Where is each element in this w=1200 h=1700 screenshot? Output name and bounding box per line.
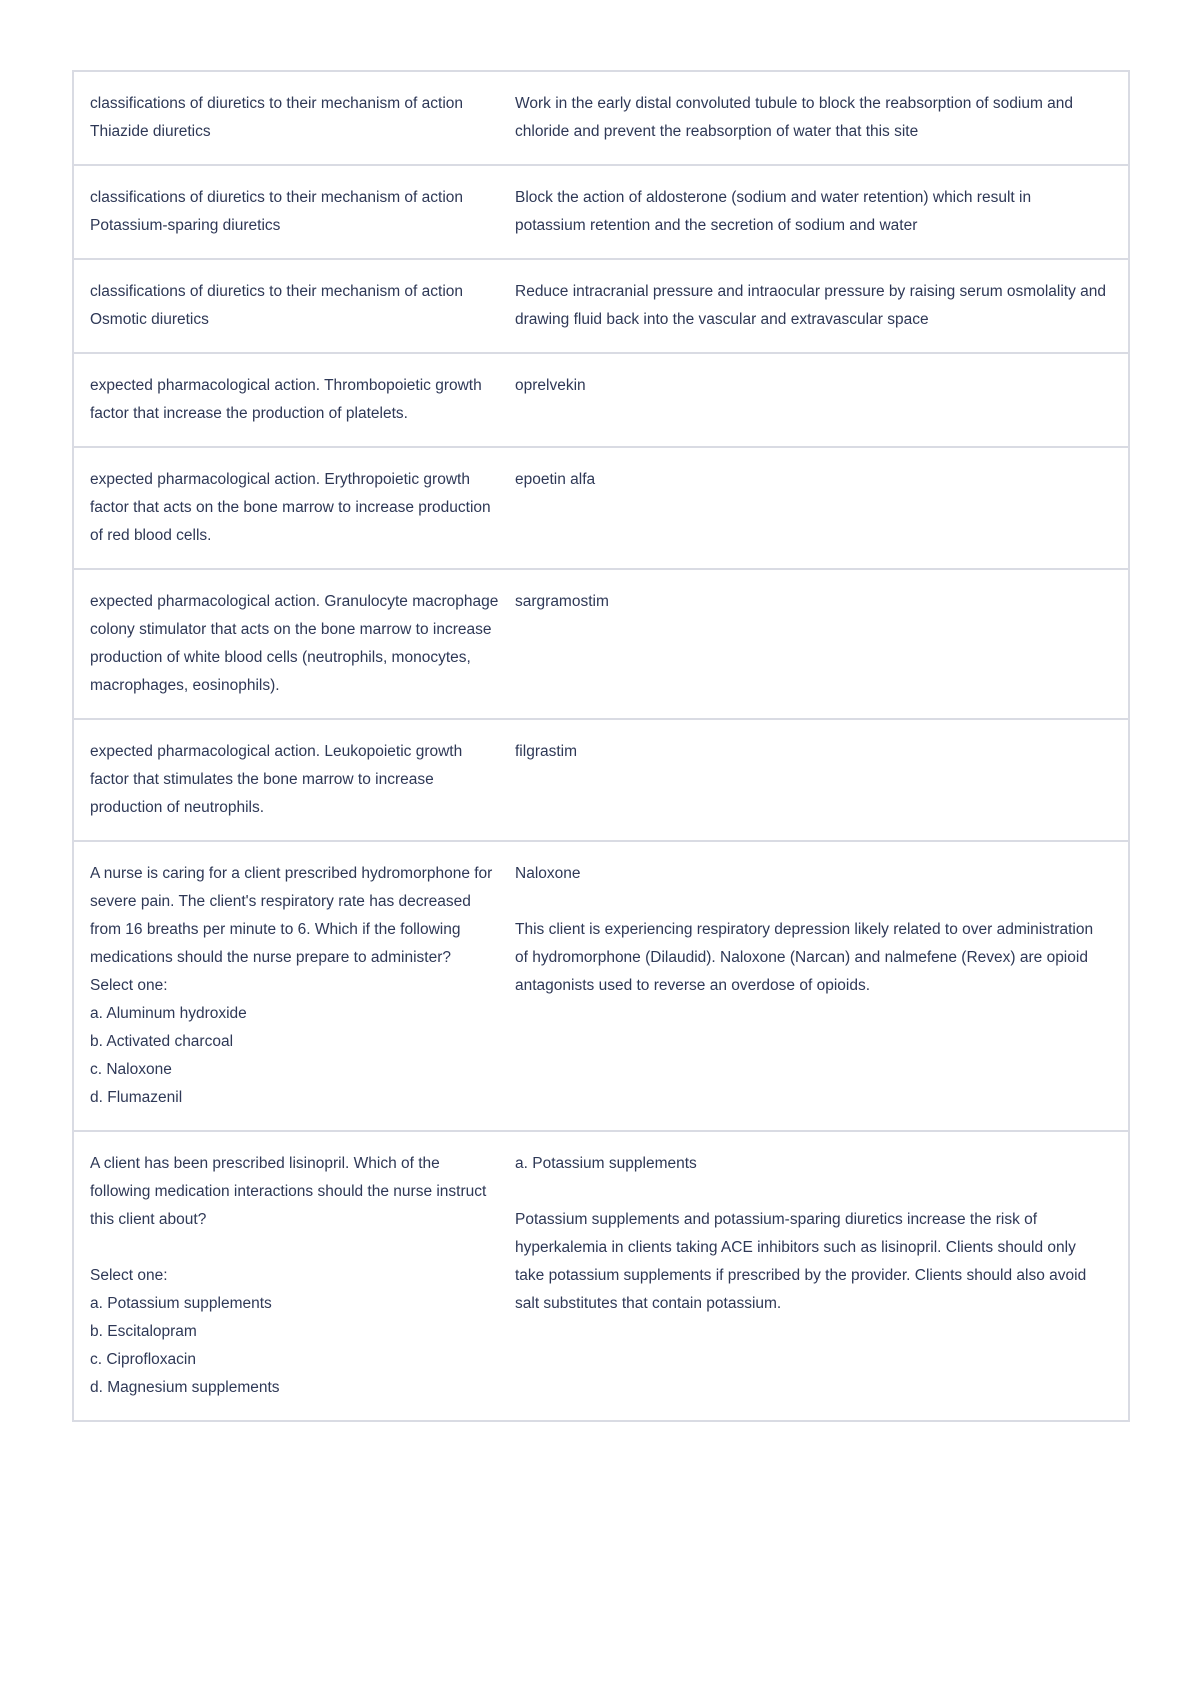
flashcard-row bbox=[74, 570, 1128, 720]
flashcard-table bbox=[72, 70, 1130, 1422]
definition-text: oprelvekin bbox=[515, 377, 586, 394]
term-text: A nurse is caring for a client prescribed hydromorphone for severe pain. The client's respiratory rate has decreased from 16 breaths per minute to 6. Which if the following medications should the nurse prepare to administer? Select one: a. Aluminum hydroxide b. Activated charcoal c. Naloxone d. Flumazenil bbox=[90, 865, 493, 1106]
term-text: A client has been prescribed lisinopril. Which of the following medication interactions should the nurse instruct this client about? Select one: a. Potassium supplements b. Escitalopram c. Ciprofloxacin d. Magnesium supplements bbox=[90, 1155, 487, 1396]
flashcard-row bbox=[74, 1132, 1128, 1420]
term-text: classifications of diuretics to their mechanism of action Osmotic diuretics bbox=[90, 283, 464, 328]
term-text: classifications of diuretics to their mechanism of action Thiazide diuretics bbox=[90, 95, 464, 140]
flashcard-row bbox=[74, 72, 1128, 166]
term-text: classifications of diuretics to their mechanism of action Potassium-sparing diuretics bbox=[90, 189, 464, 234]
definition-text: sargramostim bbox=[515, 593, 609, 610]
flashcard-row bbox=[74, 354, 1128, 448]
flashcard-row bbox=[74, 166, 1128, 260]
definition-text: Work in the early distal convoluted tubule to block the reabsorption of sodium and chloride and prevent the reabsorption of water that this site bbox=[515, 95, 1074, 140]
definition-text: epoetin alfa bbox=[515, 471, 596, 488]
term-text: expected pharmacological action. Leukopoietic growth factor that stimulates the bone marrow to increase production of neutrophils. bbox=[90, 743, 463, 816]
flashcard-row bbox=[74, 720, 1128, 842]
definition-text: a. Potassium supplements Potassium supplements and potassium-sparing diuretics increase the risk of hyperkalemia in clients taking ACE inhibitors such as lisinopril. Clients should only take potassium supplements if prescribed by the provider. Clients should also avoid salt substitutes that contain potassium. bbox=[515, 1155, 1087, 1312]
flashcard-row bbox=[74, 842, 1128, 1132]
term-text: expected pharmacological action. Erythropoietic growth factor that acts on the bone marrow to increase production of red blood cells. bbox=[90, 471, 491, 544]
flashcard-row bbox=[74, 448, 1128, 570]
definition-text: Naloxone This client is experiencing respiratory depression likely related to over administration of hydromorphone (Dilaudid). Naloxone (Narcan) and nalmefene (Revex) are opioid antagonists used to reverse an overdose of opioids. bbox=[515, 865, 1094, 994]
flashcard-row bbox=[74, 260, 1128, 354]
term-text: expected pharmacological action. Thrombopoietic growth factor that increase the production of platelets. bbox=[90, 377, 482, 422]
term-text: expected pharmacological action. Granulocyte macrophage colony stimulator that acts on the bone marrow to increase production of white blood cells (neutrophils, monocytes, macrophages, eosinophils). bbox=[90, 593, 499, 694]
definition-text: Reduce intracranial pressure and intraocular pressure by raising serum osmolality and drawing fluid back into the vascular and extravascular space bbox=[515, 283, 1107, 328]
definition-text: Block the action of aldosterone (sodium and water retention) which result in potassium retention and the secretion of sodium and water bbox=[515, 189, 1032, 234]
definition-text: filgrastim bbox=[515, 743, 578, 760]
